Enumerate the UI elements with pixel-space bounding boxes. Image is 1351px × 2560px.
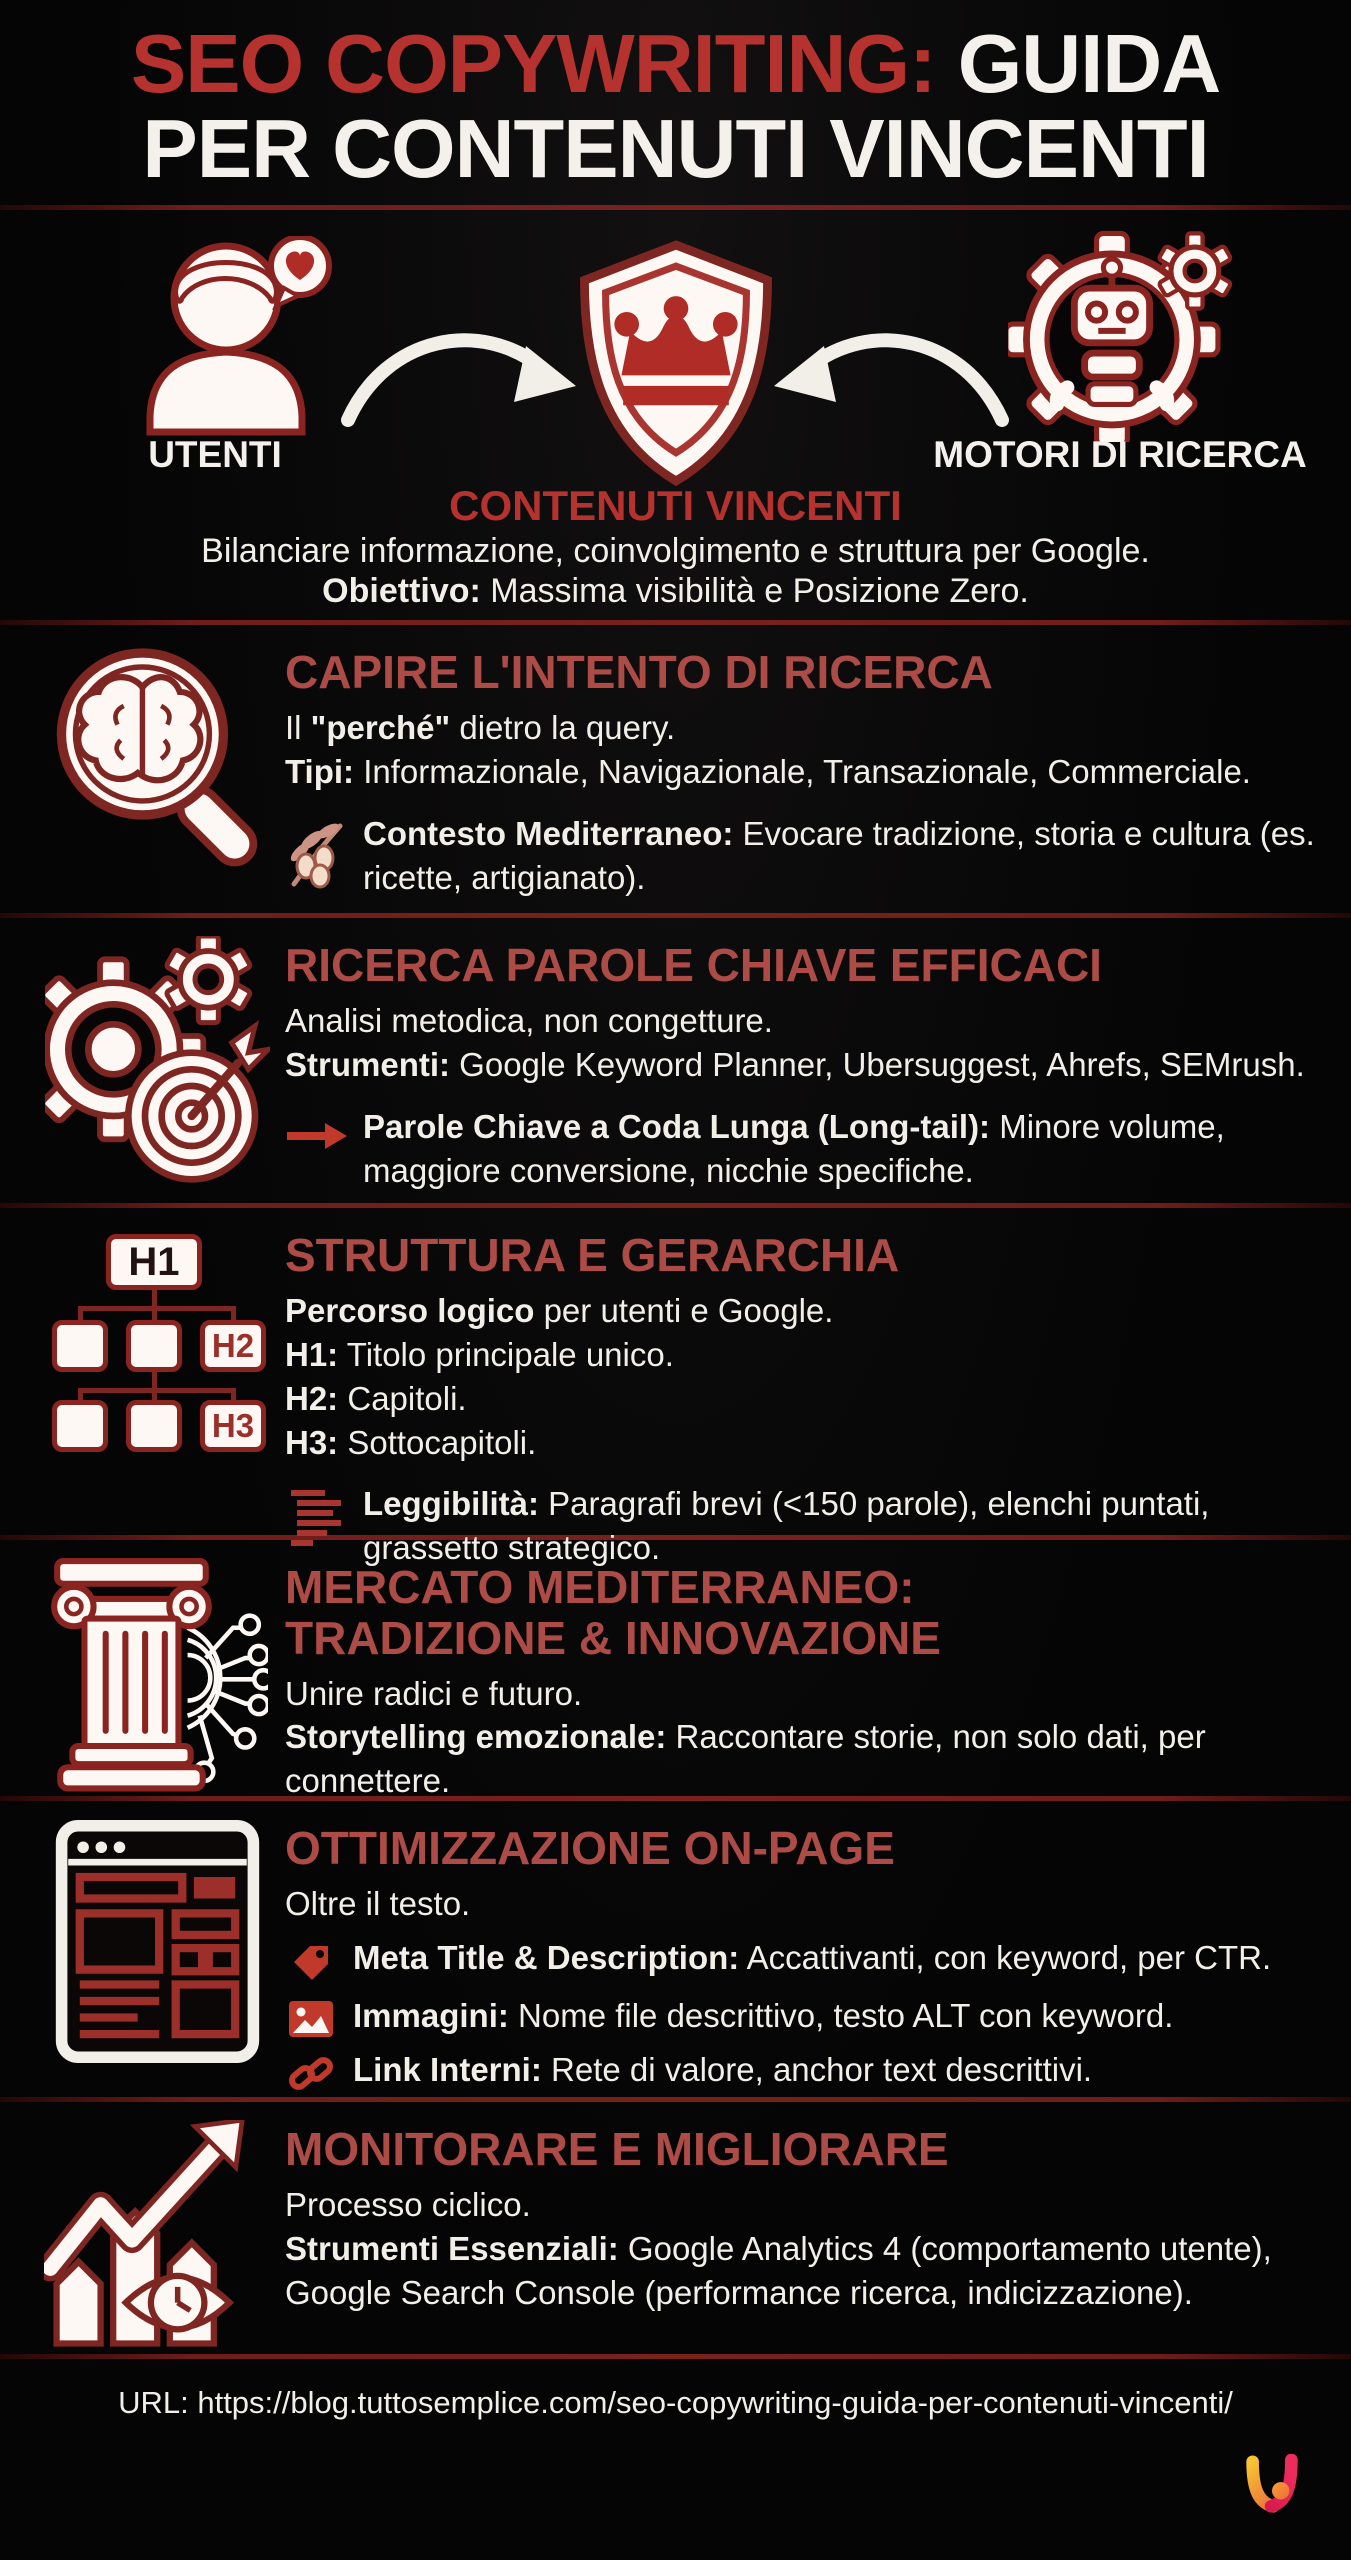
- h1-box: H1: [106, 1234, 202, 1290]
- body-line: Oltre il testo.: [285, 1884, 471, 1922]
- section-heading: MONITORARE E MIGLIORARE: [285, 2123, 949, 2176]
- body-line: Processo ciclico.: [285, 2185, 531, 2223]
- shield-crown-icon: [570, 238, 782, 488]
- bullet-images: [285, 1994, 1317, 2038]
- body-line: Il "perché" dietro la query.: [285, 708, 676, 746]
- body-line: H1: Titolo principale unico.: [285, 1335, 674, 1373]
- link-icon: [289, 2054, 333, 2094]
- column-circuit-icon: [48, 1558, 268, 1793]
- section-mediterranean-market: [0, 1540, 1351, 1800]
- hero-center-heading: CONTENUTI VINCENTI: [449, 482, 902, 530]
- body-line: Percorso logico per utenti e Google.: [285, 1291, 834, 1329]
- bullet-text: Link Interni: Rete di valore, anchor text descrittivi.: [353, 2050, 1093, 2088]
- body-line: H3: Sottocapitoli.: [285, 1423, 537, 1461]
- image-icon: [288, 2000, 334, 2038]
- hero-label-search-engines: MOTORI DI RICERCA: [933, 434, 1307, 476]
- section-heading: RICERCA PAROLE CHIAVE EFFICACI: [285, 939, 1102, 992]
- curved-arrow-right-icon: [772, 302, 1012, 452]
- section-onpage-optimization: [0, 1801, 1351, 2097]
- list-lines-icon: [291, 1490, 341, 1546]
- title-line2: PER CONTENUTI VINCENTI: [142, 101, 1209, 195]
- title-part-white: GUIDA: [935, 17, 1221, 110]
- olive-branch-icon: [286, 818, 346, 890]
- note-text: Parole Chiave a Coda Lunga (Long-tail): Minore volume, maggiore conversione, nicchie specifiche.: [363, 1107, 1225, 1189]
- tag-icon: [290, 1942, 332, 1984]
- source-url: URL: https://blog.tuttosemplice.com/seo-copywriting-guida-per-contenuti-vincenti/: [118, 2385, 1233, 2421]
- heading-hierarchy-icon: [40, 1234, 275, 1452]
- search-engine-robot-icon: [1008, 230, 1233, 442]
- hero-line2: [0, 572, 1351, 611]
- bullet-text: Meta Title & Description: Accattivanti, con keyword, per CTR.: [353, 1938, 1272, 1976]
- section-structure-hierarchy: [0, 1208, 1351, 1567]
- note-text: Contesto Mediterraneo: Evocare tradizione, storia e cultura (es. ricette, artigianato).: [363, 814, 1315, 896]
- body-line: H2: Capitoli.: [285, 1379, 467, 1417]
- bullet-text: Immagini: Nome file descrittivo, testo ALT con keyword.: [353, 1996, 1174, 2034]
- section-monitor-improve: [0, 2102, 1351, 2354]
- section-heading-line2: TRADIZIONE & INNOVAZIONE: [285, 1611, 941, 1664]
- hero-label-users: UTENTI: [148, 434, 282, 476]
- note-text: Leggibilità: Paragrafi brevi (<150 parole), elenchi puntati, grassetto strategico.: [363, 1485, 1210, 1567]
- body-line: Storytelling emozionale: Raccontare storie, non solo dati, per connettere.: [285, 1718, 1206, 1800]
- bullet-internal-links: [285, 2048, 1317, 2094]
- note-mediterranean-context: [285, 812, 1317, 900]
- section-heading: OTTIMIZZAZIONE ON-PAGE: [285, 1822, 895, 1875]
- body-line: Tipi: Informazionale, Navigazionale, Transazionale, Commerciale.: [285, 752, 1251, 790]
- brain-magnifier-icon: [49, 643, 267, 881]
- hero-diagram: [0, 210, 1351, 620]
- body-line: Unire radici e futuro.: [285, 1674, 583, 1712]
- tuttosemplice-u-logo-icon: [1241, 2454, 1303, 2516]
- section-search-intent: [0, 625, 1351, 913]
- h2-box: H2: [200, 1320, 266, 1372]
- gears-target-icon: [45, 936, 270, 1186]
- section-heading: CAPIRE L'INTENTO DI RICERCA: [285, 646, 993, 699]
- user-heart-icon: [118, 236, 333, 436]
- page-title: [0, 0, 1351, 195]
- body-line: Analisi metodica, non congetture.: [285, 1001, 773, 1039]
- body-line: Strumenti Essenziali: Google Analytics 4 (comportamento utente), Google Search Console (performance ricerca, indicizzazione).: [285, 2229, 1272, 2311]
- section-heading: MERCATO MEDITERRANEO:: [285, 1561, 915, 1614]
- curved-arrow-left-icon: [338, 302, 578, 452]
- arrow-right-icon: [285, 1121, 347, 1151]
- divider: [0, 2354, 1351, 2359]
- browser-wireframe-icon: [55, 1819, 260, 2064]
- section-heading: STRUTTURA E GERARCHIA: [285, 1229, 900, 1282]
- h3-box: H3: [200, 1400, 266, 1452]
- hero-line2-bold: Obiettivo:: [322, 572, 481, 611]
- body-line: Strumenti: Google Keyword Planner, Ubersuggest, Ahrefs, SEMrush.: [285, 1045, 1305, 1083]
- growth-chart-eye-icon: [44, 2120, 272, 2350]
- bullet-meta: [285, 1936, 1317, 1984]
- hero-line2-rest: Massima visibilità e Posizione Zero.: [480, 572, 1029, 611]
- section-keyword-research: [0, 918, 1351, 1203]
- title-part-red: SEO COPYWRITING:: [130, 17, 936, 110]
- note-readability: [285, 1482, 1317, 1570]
- hero-line1: Bilanciare informazione, coinvolgimento e struttura per Google.: [201, 532, 1150, 571]
- note-long-tail: [285, 1105, 1317, 1193]
